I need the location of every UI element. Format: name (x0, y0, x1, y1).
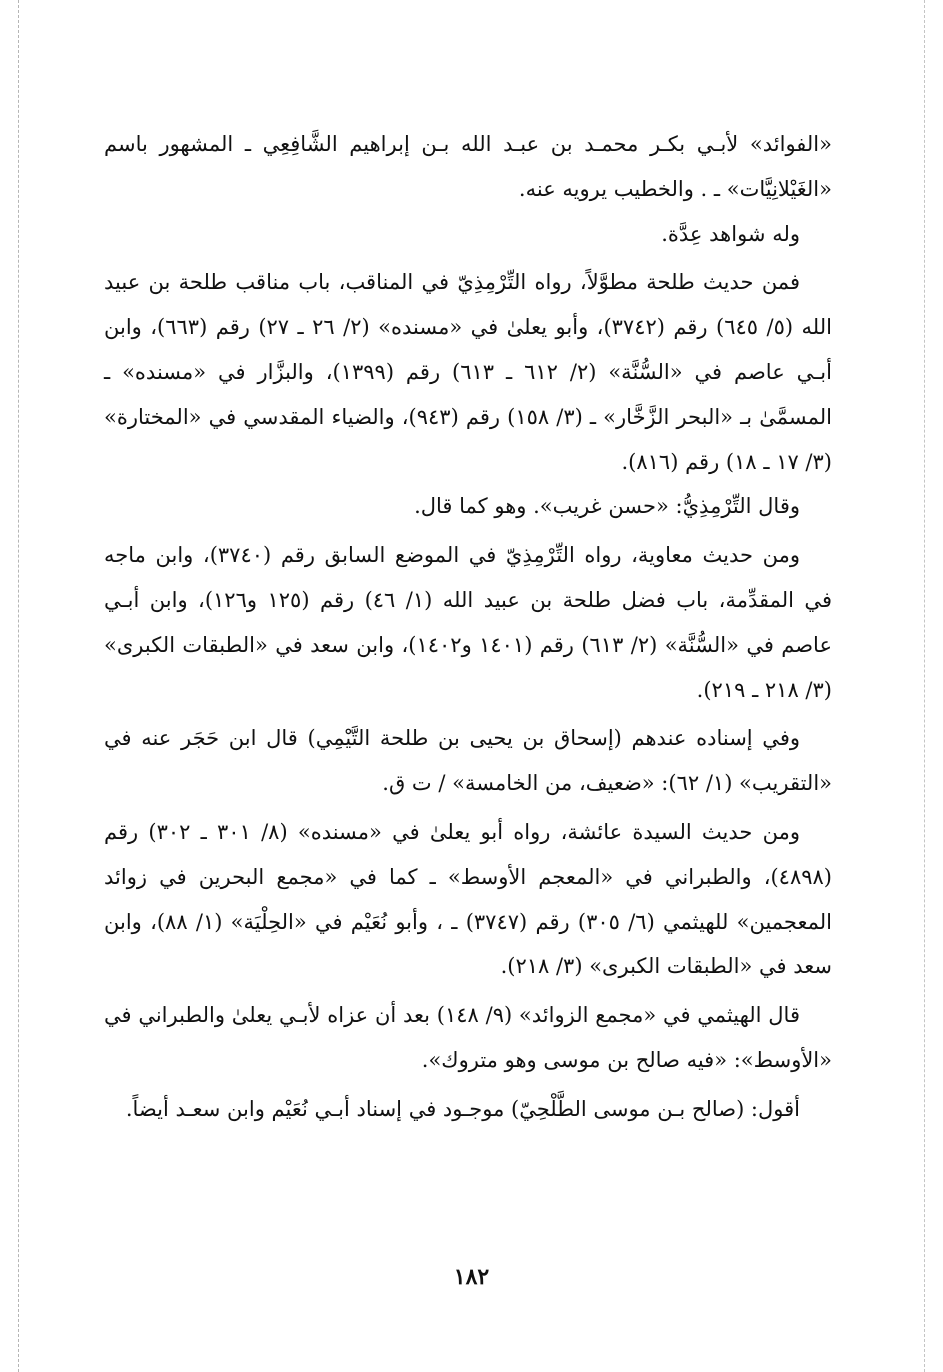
paragraph-talha-hadith: فمن حديث طلحة مطوَّلاً، رواه التِّرْمِذِيّ في المناقب، باب مناقب طلحة بن عبيد الله (٥/ ٦٤٥) رقم (٣٧٤٢)، وأبو يعلىٰ في «مسنده» (٢/ ٢٦ ـ ٢٧) رقم (٦٦٣)، وابن أبـي عاصم في «السُّنَّة» (٢/ ٦١٢ ـ ٦١٣) رقم (١٣٩٩)، والبزَّار في «مسنده» ـ المسمَّىٰ بـ «البحر الزَّخَّار» ـ (٣/ ١٥٨) رقم (٩٤٣)، والضياء المقدسي في «المختارة» (٣/ ١٧ ـ ١٨) رقم (٨١٦). (104, 270, 832, 474)
paragraph-isnad-note: وفي إسناده عندهم (إسحاق بن يحيى بن طلحة التَّيْمِي) قال ابن حَجَر عنه في «التقريب» (١/ ٦٢): «ضعيف، من الخامسة» / ت ق. (104, 726, 832, 796)
paragraph-aisha-hadith: ومن حديث السيدة عائشة، رواه أبو يعلىٰ في «مسنده» (٨/ ٣٠١ ـ ٣٠٢) رقم (٤٨٩٨)، والطبراني في «المعجم الأوسط» ـ كما في «مجمع البحرين في زوائد المعجمين» للهيثمي (٦/ ٣٠٥) رقم (٣٧٤٧) ـ ، وأبو نُعَيْم في «الحِلْيَة» (١/ ٨٨)، وابن سعد في «الطبقات الكبرى» (٣/ ٢١٨). (104, 819, 832, 979)
paragraph-tirmidhi-grading: وقال التِّرْمِذِيُّ: «حسن غريب». وهو كما قال. (414, 494, 800, 519)
paragraph-witnesses: وله شواهد عِدَّة. (661, 221, 800, 246)
page-body (104, 122, 832, 1132)
paragraph-continuation: «الفوائد» لأبـي بكـر محمـد بن عبـد الله بـن إبراهيم الشَّافِعِي ـ المشهور باسم «الغَيْلانِيَّات» ـ . والخطيب يرويه عنه. (104, 132, 832, 201)
scan-edge-right (924, 0, 925, 1372)
scan-edge-left (18, 0, 19, 1372)
paragraph-author-remark: أقول: (صالح بـن موسى الطَّلْحِيّ) موجـود في إسناد أبـي نُعَيْم وابن سعـد أيضاً. (125, 1096, 800, 1121)
page-number: ١٨٢ (453, 1264, 490, 1290)
paragraph-muawiya-hadith: ومن حديث معاوية، رواه التِّرْمِذِيّ في الموضع السابق رقم (٣٧٤٠)، وابن ماجه في المقدِّمة، باب فضل طلحة بن عبيد الله (١/ ٤٦) رقم (١٢٥ و١٢٦)، وابن أبـي عاصم في «السُّنَّة» (٢/ ٦١٣) رقم (١٤٠١ و١٤٠٢)، وابن سعد في «الطبقات الكبرى» (٣/ ٢١٨ ـ ٢١٩). (104, 543, 832, 702)
paragraph-haythami-note: قال الهيثمي في «مجمع الزوائد» (٩/ ١٤٨) بعد أن عزاه لأبـي يعلىٰ والطبراني في «الأوسط»: «فيه صالح بن موسى وهو متروك». (104, 1003, 832, 1072)
